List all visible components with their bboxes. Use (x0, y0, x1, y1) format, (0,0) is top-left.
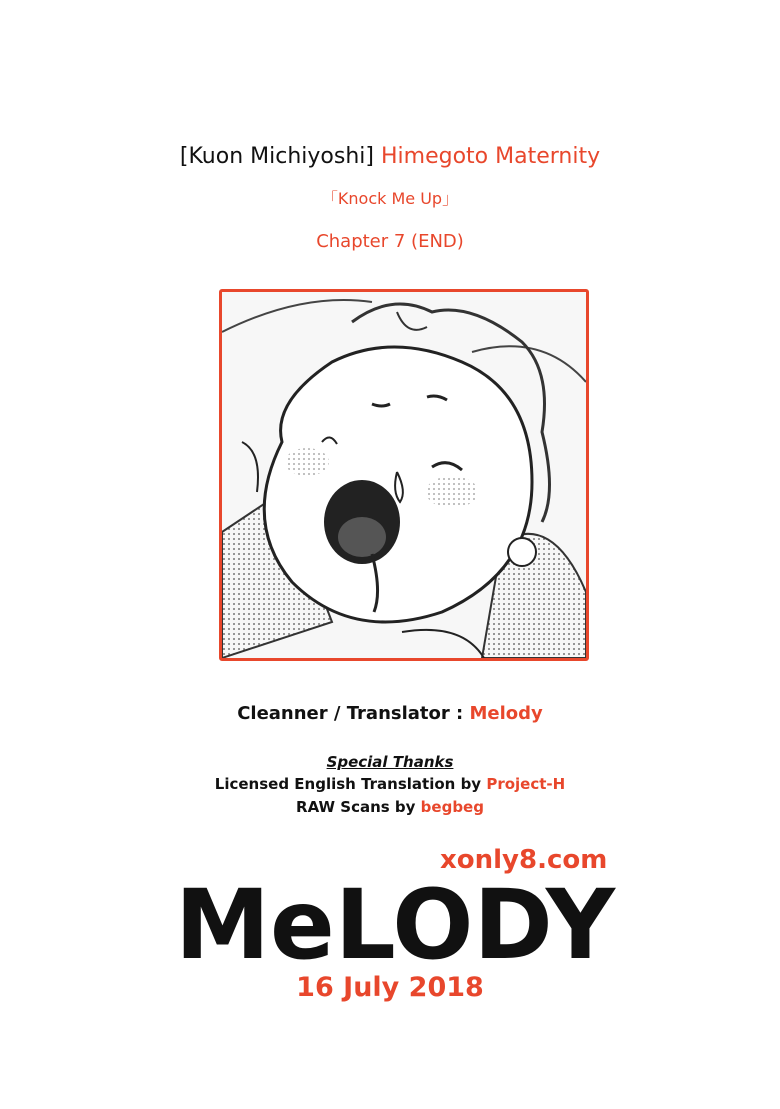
license-by: Project-H (486, 775, 566, 793)
baby-illustration (222, 292, 586, 658)
special-thanks-heading: Special Thanks (326, 753, 454, 771)
translator-name: Melody (469, 703, 543, 724)
author-name: [Kuon Michiyoshi] (179, 144, 374, 169)
translator-role-label: Cleanner / Translator : (237, 703, 464, 724)
license-credit (0, 775, 780, 793)
watermark-site: xonly8.com (440, 845, 608, 875)
melody-logo (170, 872, 620, 972)
chapter-label: Chapter 7 (END) (316, 231, 464, 252)
series-subtitle: 「Knock Me Up」 (321, 189, 459, 208)
license-label: Licensed English Translation by (214, 775, 482, 793)
logo-text: MeLODY (175, 872, 617, 972)
series-title: Himegoto Maternity (380, 144, 601, 169)
translator-credit (0, 703, 780, 724)
raw-label: RAW Scans by (296, 798, 416, 816)
page-title (0, 144, 780, 169)
illustration-frame (219, 289, 589, 661)
release-date: 16 July 2018 (296, 972, 484, 1003)
raw-credit (0, 798, 780, 816)
raw-by: begbeg (420, 798, 484, 816)
